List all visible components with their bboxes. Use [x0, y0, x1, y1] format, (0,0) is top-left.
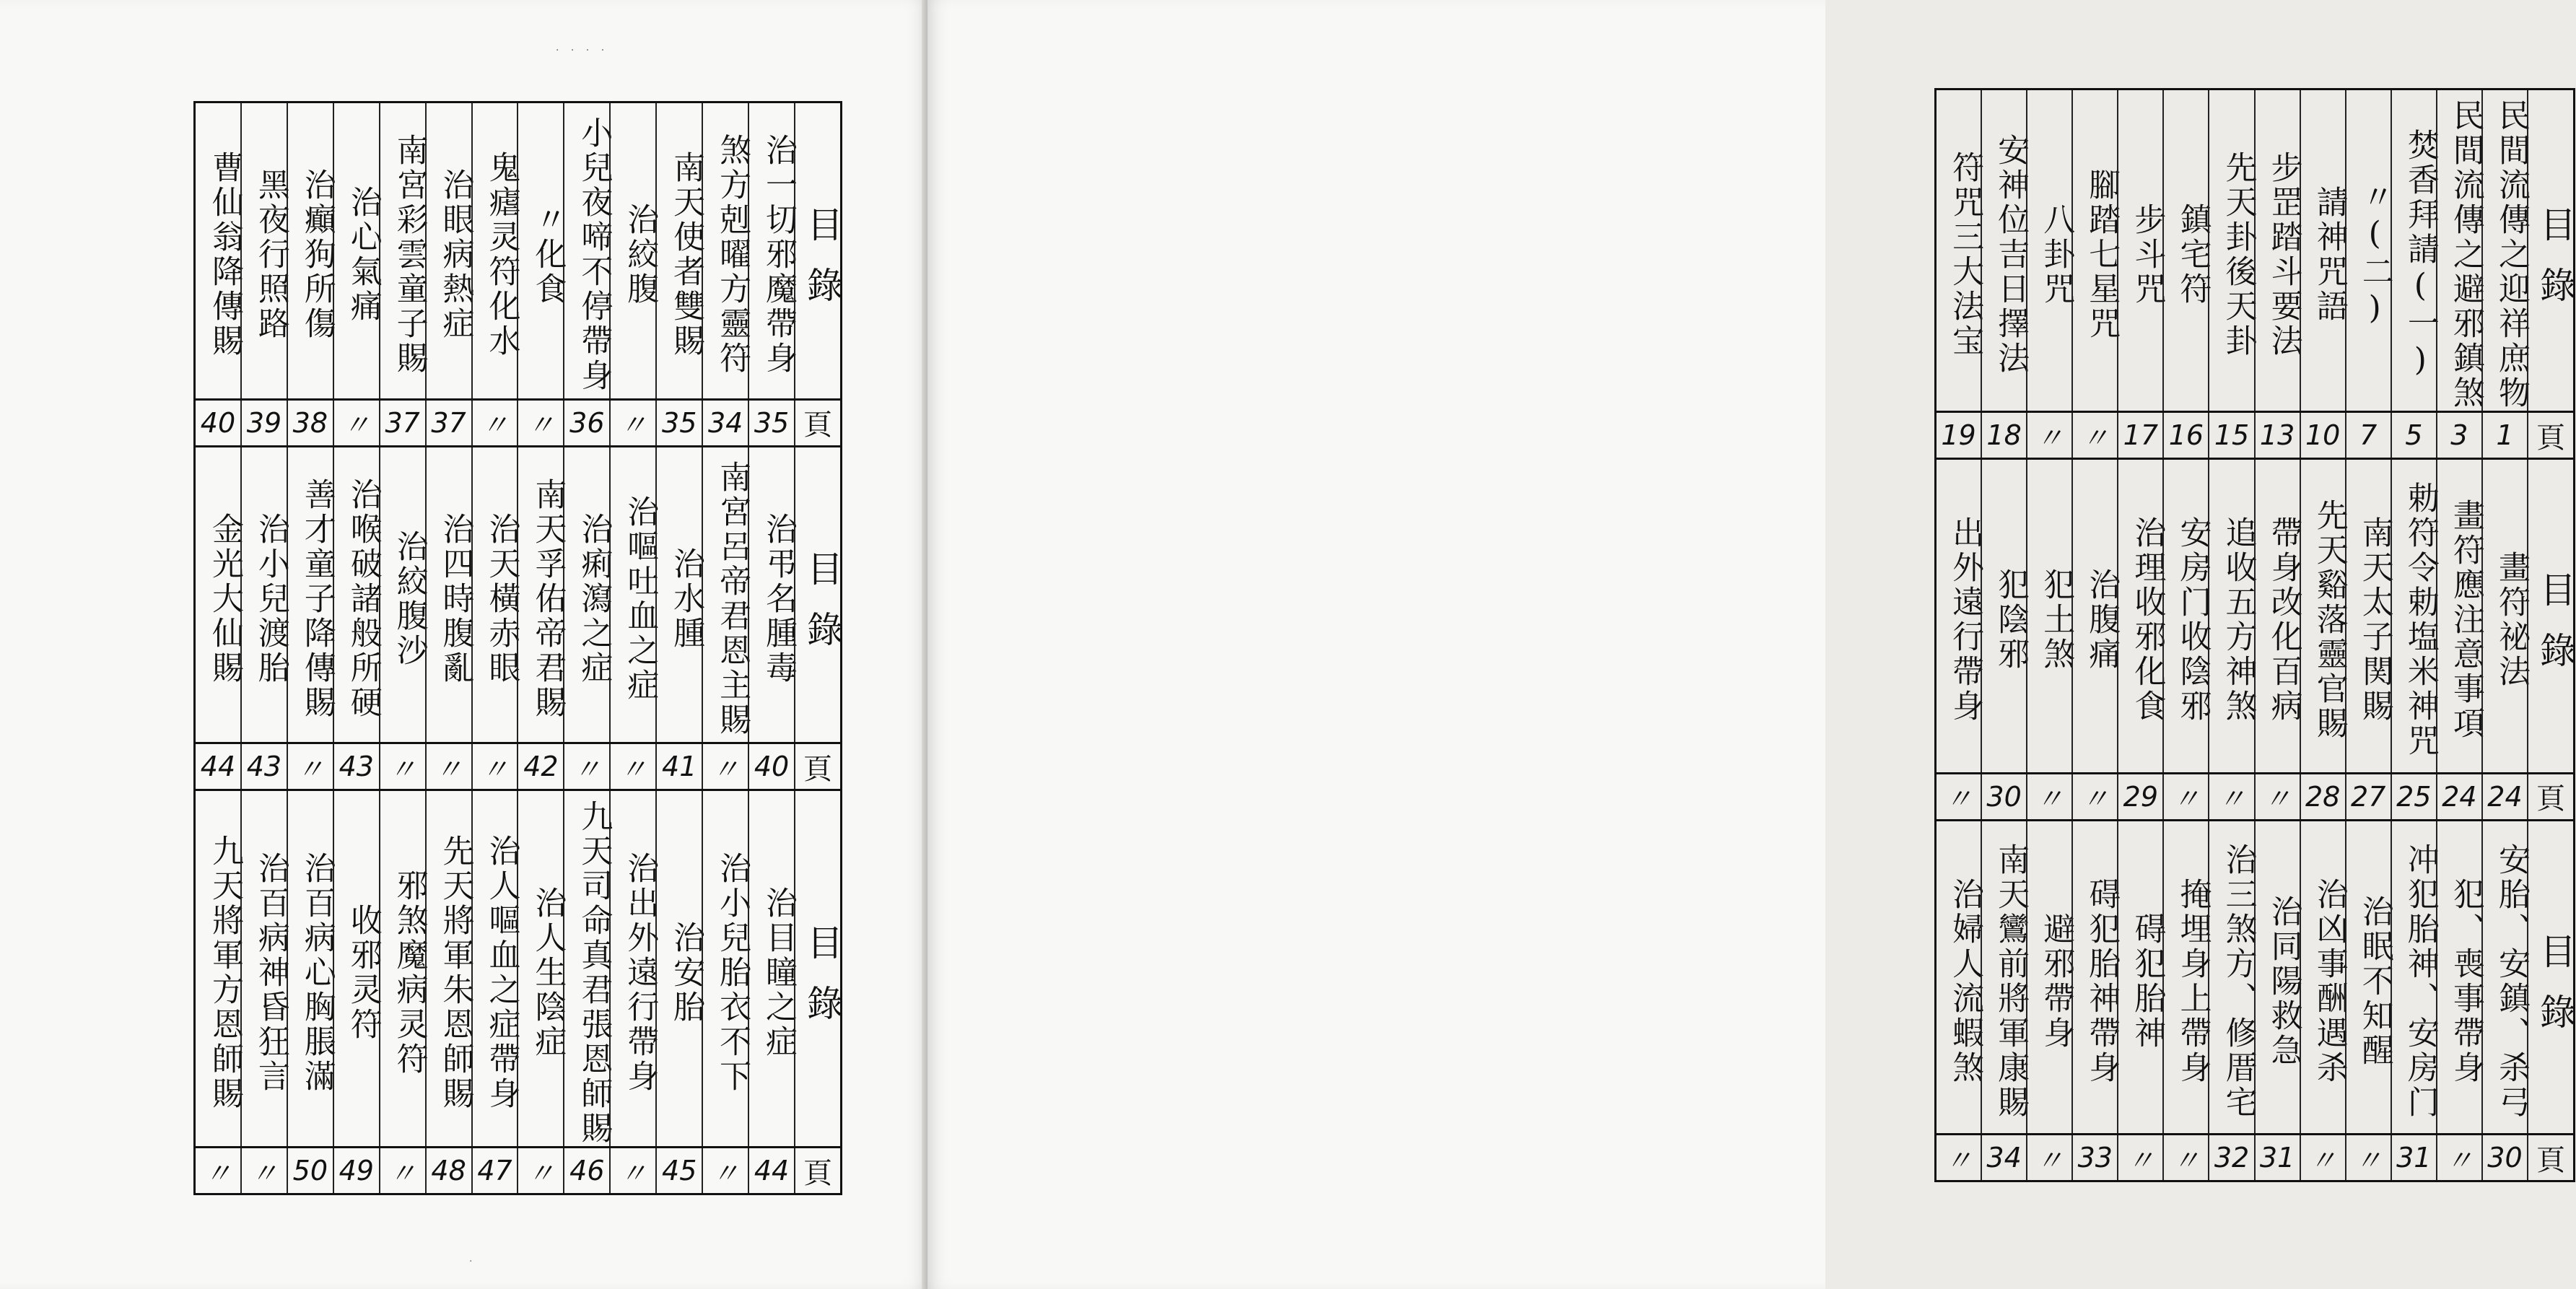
toc-entry-title: 出外遠行帶身 [1947, 516, 1984, 725]
toc-entry-title: 南天鸞前將軍康賜 [1981, 821, 2026, 1134]
toc-entry-title: 黑夜行照路 [240, 103, 287, 398]
toc-entry-page: 〃 [379, 1148, 425, 1193]
toc-entry-title: 治水腫 [655, 447, 702, 743]
toc-entry-title: 治眠不知醒 [2345, 821, 2391, 1134]
toc-entry-page: 〃 [2117, 1135, 2162, 1180]
toc-entry-page: 〃 [2300, 1135, 2345, 1180]
toc-entry-page: 〃 [425, 744, 471, 789]
toc-entry-page: 30 [2481, 1135, 2527, 1180]
toc-entry-title: 掩埋身上帶身 [2162, 821, 2208, 1134]
toc-entry-title: 治一切邪魔帶身 [748, 103, 794, 398]
toc-entries-row [1937, 460, 2576, 772]
toc-entry-page: 18 [1981, 413, 2026, 458]
toc-page-numbers-row [1937, 411, 2573, 458]
toc-entry-page: 〃 [287, 744, 333, 789]
toc-entry-page: 29 [2117, 774, 2162, 819]
toc-page-numbers-row [1937, 1133, 2573, 1180]
toc-entry-title: 治心氣痛 [333, 103, 379, 398]
toc-entry-page: 〃 [609, 744, 655, 789]
scan-mark: · · · · [556, 45, 609, 56]
toc-entry-title: 邪煞魔病灵符 [379, 791, 425, 1146]
toc-entry-title: 治天橫赤眼 [471, 447, 518, 743]
toc-entry-page: 31 [2254, 1135, 2300, 1180]
toc-entry-page: 39 [240, 401, 287, 445]
toc-entry-page: 19 [1941, 419, 1976, 451]
toc-entry-title: 先天卦後天卦 [2208, 90, 2253, 411]
toc-entry-page: 31 [2391, 1135, 2436, 1180]
toc-entry-title: 安胎、安鎮、杀弓 [2481, 821, 2527, 1134]
toc-entry-title: 治婦人流蝦煞 [1947, 877, 1984, 1085]
toc-entry-page: 24 [2436, 774, 2481, 819]
toc-entry-page: 30 [1981, 774, 2026, 819]
toc-entry-title: 九天司命真君張恩師賜 [563, 791, 609, 1146]
toc-entry-page: 〃 [2026, 413, 2071, 458]
toc-entry-page: 〃 [2162, 1135, 2208, 1180]
page-column-header: 頁 [794, 1148, 840, 1193]
toc-entry-page: 33 [2071, 1135, 2117, 1180]
toc-entry-page: 34 [702, 401, 748, 445]
left-page [0, 0, 927, 1289]
toc-entry-title: 治人嘔血之症帶身 [471, 791, 518, 1146]
toc-header: 目錄 [2527, 460, 2573, 772]
toc-entry-title: 避邪帶身 [2026, 821, 2071, 1134]
page-column-header: 頁 [794, 401, 840, 445]
toc-entry-title: 先天將軍朱恩師賜 [425, 791, 471, 1146]
toc-entry-title: 南宮彩雲童子賜 [379, 103, 425, 398]
toc-entry-page: 35 [748, 401, 794, 445]
toc-entry-title: 犯、喪事帶身 [2436, 821, 2481, 1134]
toc-entry-title: 安神位吉日擇法 [1981, 90, 2026, 411]
toc-entry-title: 治絞腹 [609, 103, 655, 398]
toc-entry-page: 40 [748, 744, 794, 789]
toc-entry-title: 腳踏七星咒 [2071, 90, 2117, 411]
toc-entry-title: 安房门收陰邪 [2162, 460, 2208, 772]
toc-entry-title: 步罡踏斗要法 [2254, 90, 2300, 411]
toc-entry-title: 治小兒胎衣不下 [702, 791, 748, 1146]
toc-entry-page: 〃 [2162, 774, 2208, 819]
toc-entry-page: 27 [2345, 774, 2391, 819]
toc-entry-page: 〃 [471, 401, 518, 445]
toc-entry-page: 50 [287, 1148, 333, 1193]
toc-entry-title: 南天使者雙賜 [655, 103, 702, 398]
toc-entry-page: 〃 [471, 744, 518, 789]
toc-entry-title: 南宮呂帝君恩主賜 [702, 447, 748, 743]
toc-entry-title: 治嘔吐血之症 [609, 447, 655, 743]
toc-table-left [193, 101, 842, 1195]
toc-entry-page: 17 [2117, 413, 2162, 458]
toc-entry-page: 37 [379, 401, 425, 445]
toc-entry-page: 〃 [2208, 774, 2253, 819]
toc-entry-title: 曹仙翁降傳賜 [206, 151, 243, 359]
toc-entry-page: 40 [200, 406, 236, 439]
toc-entry-page: 3 [2436, 413, 2481, 458]
toc-entry-page: 〃 [517, 401, 563, 445]
toc-entry-page: 〃 [2436, 1135, 2481, 1180]
scan-mark: · [469, 1256, 473, 1267]
toc-entries-row [1937, 90, 2576, 411]
page-column-header: 頁 [2527, 1135, 2573, 1180]
toc-entry-page: 7 [2345, 413, 2391, 458]
toc-entry-title: 追收五方神煞 [2208, 460, 2253, 772]
toc-entry-page: 〃 [2345, 1135, 2391, 1180]
toc-entry-page: 〃 [333, 401, 379, 445]
toc-entry-page: 〃 [563, 744, 609, 789]
toc-entry-page: 49 [333, 1148, 379, 1193]
toc-entry-title: 小兒夜啼不停帶身 [563, 103, 609, 398]
toc-entry-title: 南天太子関賜 [2345, 460, 2391, 772]
toc-entry-title: 犯陰邪 [1981, 460, 2026, 772]
toc-header: 目錄 [2527, 90, 2573, 411]
toc-entries-row [196, 103, 843, 398]
toc-entry-title: 〃化食 [517, 103, 563, 398]
toc-entries-row [1937, 821, 2576, 1134]
toc-entry-title: 收邪灵符 [333, 791, 379, 1146]
toc-section [1937, 460, 2576, 821]
toc-entry-page: 42 [517, 744, 563, 789]
toc-entry-title: 金光大仙賜 [206, 512, 243, 686]
toc-entry-title: 請神咒語 [2300, 90, 2345, 411]
toc-entry-title: 畫符應注意事項 [2436, 460, 2481, 772]
toc-page-numbers-row [196, 1146, 840, 1193]
toc-entry-page: 〃 [702, 744, 748, 789]
toc-entry-title: 治人生陰症 [517, 791, 563, 1146]
toc-entry-page: 〃 [609, 401, 655, 445]
toc-entry-page: 24 [2481, 774, 2527, 819]
toc-entry-page: 44 [200, 751, 236, 782]
toc-entry-title: 南天孚佑帝君賜 [517, 447, 563, 743]
toc-entry-title: 治腹痛 [2071, 460, 2117, 772]
toc-entry-page: 43 [333, 744, 379, 789]
toc-entry-title: 善才童子降傳賜 [287, 447, 333, 743]
toc-entry-page: 37 [425, 401, 471, 445]
toc-entry-page: 13 [2254, 413, 2300, 458]
toc-entry-page: 〃 [517, 1148, 563, 1193]
toc-page-numbers-row [196, 742, 840, 789]
toc-page-numbers-row [1937, 772, 2573, 819]
toc-entry-title: 治小兒渡胎 [240, 447, 287, 743]
toc-header: 目錄 [794, 103, 840, 398]
toc-entry-title: 步斗咒 [2117, 90, 2162, 411]
page-column-header: 頁 [2527, 413, 2573, 458]
toc-entry-title: 治痢瀉之症 [563, 447, 609, 743]
toc-entry-title: 九天將軍方恩師賜 [206, 834, 243, 1111]
toc-entry-title: 焚香拜請(一) [2391, 90, 2436, 411]
toc-table-right [1934, 88, 2575, 1182]
toc-section [196, 447, 843, 792]
toc-entry-page: 44 [748, 1148, 794, 1193]
toc-entry-title: 治百病神昏狂言 [240, 791, 287, 1146]
toc-page-numbers-row [196, 398, 840, 445]
toc-entry-title: 煞方剋曜方靈符 [702, 103, 748, 398]
toc-entry-title: 治理收邪化食 [2117, 460, 2162, 772]
toc-entry-title: 治四時腹亂 [425, 447, 471, 743]
toc-entry-title: 治弔名腫毒 [748, 447, 794, 743]
toc-entry-title: 勅符令勅塩米神咒 [2391, 460, 2436, 772]
toc-entry-page: 34 [1981, 1135, 2026, 1180]
toc-entry-title: 治安胎 [655, 791, 702, 1146]
toc-entry-title: 冲犯胎神、安房门 [2391, 821, 2436, 1134]
toc-entry-page: 16 [2162, 413, 2208, 458]
toc-entry-page: 15 [2208, 413, 2253, 458]
toc-entry-page: 〃 [609, 1148, 655, 1193]
toc-section [1937, 90, 2576, 460]
toc-entry-title: 鬼瘧灵符化水 [471, 103, 518, 398]
page-column-header: 頁 [794, 744, 840, 789]
toc-entry-title: 治同陽救急 [2254, 821, 2300, 1134]
toc-entry-title: 治絞腹沙 [379, 447, 425, 743]
toc-entry-title: 畫符祕法 [2481, 460, 2527, 772]
toc-entry-page: 5 [2391, 413, 2436, 458]
toc-entry-title: 帶身改化百病 [2254, 460, 2300, 772]
toc-entry-title: 民間流傳之避邪鎮煞 [2436, 90, 2481, 411]
toc-entry-title: 治百病心胸脹滿 [287, 791, 333, 1146]
toc-entry-page: 38 [287, 401, 333, 445]
page-column-header: 頁 [2527, 774, 2573, 819]
toc-header: 目錄 [794, 791, 840, 1146]
toc-entry-page: 〃 [1944, 783, 1973, 815]
toc-entry-page: 35 [655, 401, 702, 445]
toc-entry-title: 鎮宅符 [2162, 90, 2208, 411]
toc-entry-title: 犯土煞 [2026, 460, 2071, 772]
toc-section [196, 791, 843, 1193]
toc-entry-page: 46 [563, 1148, 609, 1193]
toc-entries-row [196, 791, 843, 1146]
toc-entry-title: 碍犯胎神帶身 [2071, 821, 2117, 1134]
toc-entry-title: 治目瞳之症 [748, 791, 794, 1146]
toc-header: 目錄 [794, 447, 840, 743]
toc-entry-title: 治三煞方、修厝宅 [2208, 821, 2253, 1134]
toc-entry-page: 43 [240, 744, 287, 789]
toc-entry-page: 〃 [2026, 1135, 2071, 1180]
toc-entry-title: 民間流傳之迎祥庶物 [2481, 90, 2527, 411]
toc-entry-title: 治凶事酬遇杀 [2300, 821, 2345, 1134]
toc-entry-page: 47 [471, 1148, 518, 1193]
toc-entry-page: 〃 [1944, 1144, 1973, 1176]
toc-entry-page: 45 [655, 1148, 702, 1193]
toc-entry-title: 符咒三大法宝 [1947, 151, 1984, 359]
toc-entry-page: 25 [2391, 774, 2436, 819]
toc-entry-page: 10 [2300, 413, 2345, 458]
right-page [927, 0, 2576, 1289]
toc-entry-title: 治眼病熱症 [425, 103, 471, 398]
toc-entry-page: 1 [2481, 413, 2527, 458]
toc-entry-page: 〃 [2071, 413, 2117, 458]
toc-entry-title: 〃(二) [2345, 90, 2391, 411]
toc-entry-page: 〃 [2254, 774, 2300, 819]
toc-entry-page: 28 [2300, 774, 2345, 819]
toc-entry-page: 〃 [204, 1157, 232, 1189]
toc-header: 目錄 [2527, 821, 2573, 1134]
toc-entries-row [196, 447, 843, 743]
toc-section [196, 103, 843, 447]
toc-entry-title: 八卦咒 [2026, 90, 2071, 411]
toc-entry-page: 〃 [2026, 774, 2071, 819]
toc-entry-page: 32 [2208, 1135, 2253, 1180]
toc-entry-page: 〃 [240, 1148, 287, 1193]
toc-entry-page: 48 [425, 1148, 471, 1193]
toc-entry-title: 碍犯胎神 [2117, 821, 2162, 1134]
toc-entry-title: 治癲狗所傷 [287, 103, 333, 398]
toc-entry-page: 〃 [702, 1148, 748, 1193]
toc-entry-title: 治出外遠行帶身 [609, 791, 655, 1146]
toc-section [1937, 821, 2576, 1181]
toc-entry-title: 治喉破諸般所硬 [333, 447, 379, 743]
toc-entry-page: 36 [563, 401, 609, 445]
toc-entry-page: 〃 [379, 744, 425, 789]
toc-entry-page: 〃 [2071, 774, 2117, 819]
toc-entry-page: 41 [655, 744, 702, 789]
toc-entry-title: 先天谿落靈官賜 [2300, 460, 2345, 772]
